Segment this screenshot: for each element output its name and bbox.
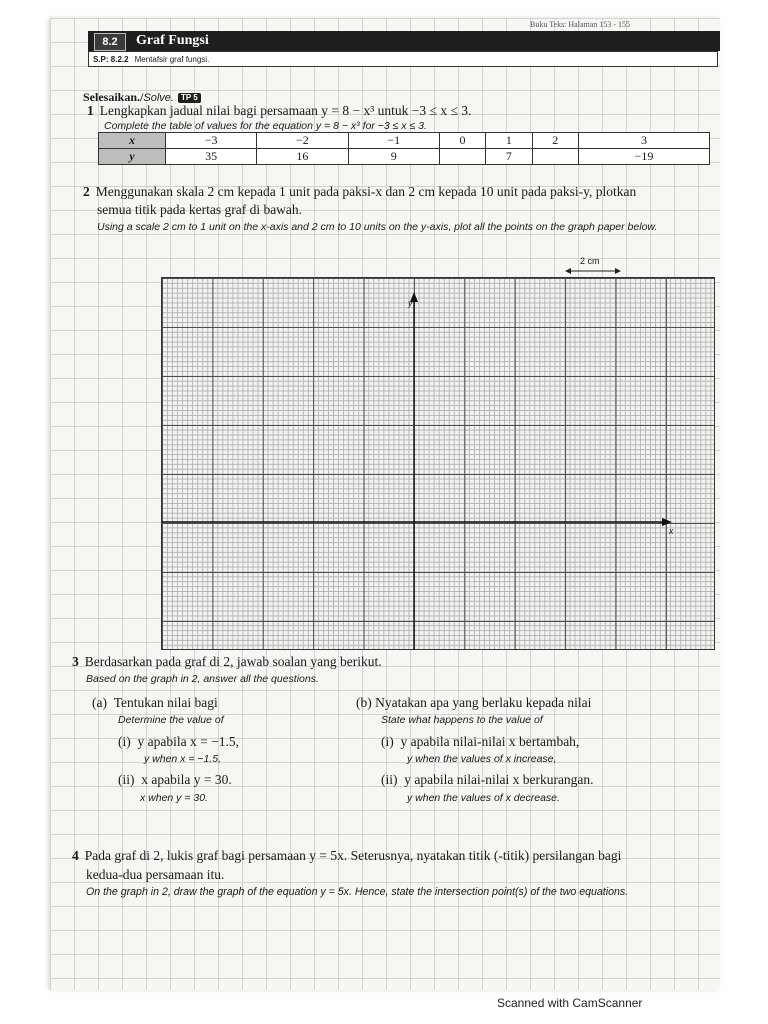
y-axis-label: y [408,298,413,308]
part-b-ii-text: y apabila nilai-nilai x berkurangan. [404,772,594,787]
question-4-malay-2: kedua-dua persamaan itu. [86,867,225,882]
scanner-watermark: Scanned with CamScanner [497,996,643,1010]
values-table [98,132,710,165]
part-b-label: (b) [356,695,372,710]
y-cell: 35 [166,149,257,165]
x-cell: −2 [257,133,348,149]
x-cell: 1 [486,133,532,149]
part-a-i-text: y apabila x = −1.5, [137,734,239,749]
part-a-text: Tentukan nilai bagi [113,695,218,710]
instruction-english: Solve. [143,92,174,104]
question-3-malay [72,654,382,670]
question-3-english: Based on the graph in 2, answer all the questions. [86,673,319,685]
y-cell: 7 [486,149,532,165]
part-b-i-english: y when the values of x increase, [407,753,557,765]
part-b-ii-label: (ii) [381,772,398,787]
part-a-ii-label: (ii) [118,772,135,787]
y-cell-blank[interactable] [439,149,485,165]
section-title: Graf Fungsi [136,33,209,48]
page-reference: Buku Teks: Halaman 153 - 155 [530,20,630,28]
part-b-english: State what happens to the value of [381,714,543,726]
scale-horizontal-arrow [565,266,621,276]
question-1-number: 1 [87,103,94,118]
x-header: x [99,133,166,149]
part-a-label: (a) [92,695,107,710]
part-b-malay [356,695,591,711]
graph-paper[interactable] [161,277,715,650]
section-number: 8.2 [94,33,126,51]
part-a-ii-text: x apabila y = 30. [141,772,232,787]
part-a-i-label: (i) [118,734,131,749]
x-cell: 2 [532,133,578,149]
tp-badge: TP 5 [178,93,201,103]
scale-horizontal-label: 2 cm [580,256,600,266]
part-b-i-malay [381,734,579,750]
part-a-ii-malay [118,772,232,788]
table-row-y [99,149,710,165]
question-1-english: Complete the table of values for the equation y = 8 − x³ for −3 ≤ x ≤ 3. [104,120,427,132]
table-row-x [99,133,710,149]
y-cell: −19 [578,149,709,165]
question-2-malay-2: semua titik pada kertas graf di bawah. [97,202,303,217]
y-cell-blank[interactable] [532,149,578,165]
question-2-text: Menggunakan skala 2 cm kepada 1 unit pada paksi-x dan 2 cm kepada 10 unit pada paksi-y, plotkan [95,184,637,199]
y-cell: 16 [257,149,348,165]
part-b-i-label: (i) [381,734,394,749]
part-b-ii-english: y when the values of x decrease. [407,792,560,804]
x-cell: 3 [578,133,709,149]
part-a-i-malay [118,734,239,750]
question-1-text: Lengkapkan jadual nilai bagi persamaan y = 8 − x³ untuk −3 ≤ x ≤ 3. [99,103,472,118]
part-a-i-english: y when x = −1.5, [144,753,222,765]
y-header: y [99,149,166,165]
question-4-text: Pada graf di 2, lukis graf bagi persamaan y = 5x. Seterusnya, nyatakan titik (-titik) persilangan bagi [84,848,622,863]
part-b-i-text: y apabila nilai-nilai x bertambah, [400,734,580,749]
learning-standard-box [88,51,718,67]
part-a-ii-english: x when y = 30. [140,792,208,804]
part-a-english: Determine the value of [118,714,224,726]
worksheet-page [50,18,720,990]
question-4-number: 4 [72,848,79,863]
part-b-text: Nyatakan apa yang berlaku kepada nilai [375,695,592,710]
learning-standard-text: Mentafsir graf fungsi. [134,55,210,64]
question-2-english: Using a scale 2 cm to 1 unit on the x-axis and 2 cm to 10 units on the y-axis, plot all the points on the graph paper below. [97,221,658,233]
axes [162,278,716,651]
question-2-number: 2 [83,184,90,199]
x-cell: −3 [166,133,257,149]
instruction-malay: Selesaikan./ [83,90,144,104]
question-3-number: 3 [72,654,79,669]
x-axis-arrowhead [662,518,672,526]
question-2-malay-1 [83,184,636,200]
x-cell: 0 [439,133,485,149]
y-cell: 9 [348,149,439,165]
question-1-malay [87,103,471,119]
question-3-text: Berdasarkan pada graf di 2, jawab soalan yang berikut. [84,654,382,669]
question-4-malay-1 [72,848,621,864]
x-cell: −1 [348,133,439,149]
x-axis-label: x [669,526,674,536]
part-b-ii-malay [381,772,594,788]
part-a-malay [92,695,218,711]
learning-standard-code: S.P: 8.2.2 [93,55,129,64]
question-4-english: On the graph in 2, draw the graph of the equation y = 5x. Hence, state the intersection point(s) of the two equations. [86,886,629,898]
